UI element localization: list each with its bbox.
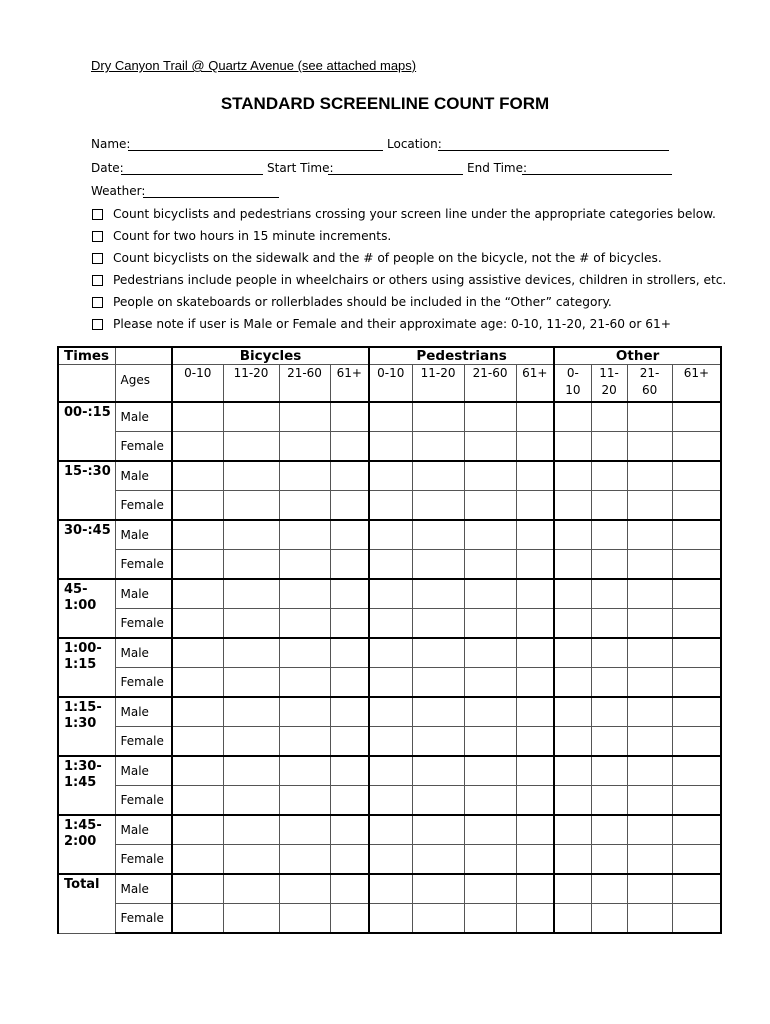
age-header-bicycles: 61+ <box>330 365 369 403</box>
checkbox-icon[interactable] <box>92 297 103 308</box>
count-cell[interactable] <box>223 520 279 550</box>
gender-female-label: Female <box>115 845 172 875</box>
count-cell[interactable] <box>223 756 279 786</box>
count-cell[interactable] <box>554 786 591 816</box>
count-cell[interactable] <box>279 904 330 934</box>
count-cell[interactable] <box>672 638 721 668</box>
count-cell[interactable] <box>279 874 330 904</box>
count-cell[interactable] <box>369 727 412 757</box>
total-label: Total <box>58 874 115 933</box>
age-header-bicycles: 11-20 <box>223 365 279 403</box>
count-cell[interactable] <box>554 461 591 491</box>
count-cell[interactable] <box>330 904 369 934</box>
count-cell[interactable] <box>464 756 516 786</box>
checkbox-icon[interactable] <box>92 319 103 330</box>
count-cell[interactable] <box>369 668 412 698</box>
count-cell[interactable] <box>627 579 672 609</box>
count-cell[interactable] <box>279 520 330 550</box>
count-cell[interactable] <box>627 697 672 727</box>
count-cell[interactable] <box>627 491 672 521</box>
instruction-item: Pedestrians include people in wheelchairs or others using assistive devices, children in strollers, etc. <box>92 269 726 291</box>
count-cell[interactable] <box>223 668 279 698</box>
count-cell[interactable] <box>516 638 554 668</box>
count-cell[interactable] <box>591 874 627 904</box>
count-cell[interactable] <box>330 697 369 727</box>
count-cell[interactable] <box>554 550 591 580</box>
gender-male-label: Male <box>115 815 172 845</box>
time-interval-label: 1:30- 1:45 <box>58 756 115 815</box>
count-cell[interactable] <box>369 904 412 934</box>
count-cell[interactable] <box>330 638 369 668</box>
count-cell[interactable] <box>412 845 464 875</box>
count-cell[interactable] <box>591 756 627 786</box>
count-cell[interactable] <box>591 402 627 432</box>
count-cell[interactable] <box>591 491 627 521</box>
count-cell[interactable] <box>591 904 627 934</box>
time-interval-label: 1:45- 2:00 <box>58 815 115 874</box>
count-cell[interactable] <box>223 815 279 845</box>
count-cell[interactable] <box>412 668 464 698</box>
count-cell[interactable] <box>330 874 369 904</box>
count-cell[interactable] <box>223 904 279 934</box>
time-interval-label: 1:00- 1:15 <box>58 638 115 697</box>
gender-female-label: Female <box>115 491 172 521</box>
count-cell[interactable] <box>279 786 330 816</box>
count-cell[interactable] <box>554 609 591 639</box>
count-cell[interactable] <box>516 550 554 580</box>
age-header-other: 11- 20 <box>591 365 627 403</box>
count-cell[interactable] <box>279 668 330 698</box>
count-cell[interactable] <box>464 491 516 521</box>
count-cell[interactable] <box>672 432 721 462</box>
group-header-pedestrians: Pedestrians <box>369 347 554 365</box>
count-cell[interactable] <box>516 579 554 609</box>
age-header-other: 21- 60 <box>627 365 672 403</box>
header-blank <box>115 347 172 365</box>
times-header: Times <box>58 347 115 365</box>
count-cell[interactable] <box>412 815 464 845</box>
count-cell[interactable] <box>369 520 412 550</box>
count-cell[interactable] <box>172 845 223 875</box>
count-cell[interactable] <box>279 550 330 580</box>
location-field[interactable] <box>438 150 669 151</box>
count-cell[interactable] <box>172 609 223 639</box>
date-field[interactable] <box>121 174 263 175</box>
form-subtitle: Dry Canyon Trail @ Quartz Avenue (see attached maps) <box>91 58 417 73</box>
count-cell[interactable] <box>464 520 516 550</box>
count-cell[interactable] <box>412 579 464 609</box>
gender-female-label: Female <box>115 609 172 639</box>
weather-field[interactable] <box>143 197 279 198</box>
gender-male-label: Male <box>115 638 172 668</box>
age-header-bicycles: 0-10 <box>172 365 223 403</box>
count-cell[interactable] <box>516 874 554 904</box>
name-field[interactable] <box>128 150 383 151</box>
count-cell[interactable] <box>412 756 464 786</box>
time-interval-label: 15-:30 <box>58 461 115 520</box>
count-cell[interactable] <box>279 756 330 786</box>
count-cell[interactable] <box>223 461 279 491</box>
count-cell[interactable] <box>172 638 223 668</box>
instruction-item: Count bicyclists and pedestrians crossing your screen line under the appropriate categories below. <box>92 203 726 225</box>
instruction-item: Count bicyclists on the sidewalk and the # of people on the bicycle, not the # of bicycles. <box>92 247 726 269</box>
count-cell[interactable] <box>464 786 516 816</box>
count-cell[interactable] <box>412 432 464 462</box>
count-cell[interactable] <box>172 520 223 550</box>
count-cell[interactable] <box>672 461 721 491</box>
count-cell[interactable] <box>554 697 591 727</box>
count-cell[interactable] <box>279 491 330 521</box>
form-title: STANDARD SCREENLINE COUNT FORM <box>220 94 550 113</box>
count-cell[interactable] <box>464 697 516 727</box>
count-cell[interactable] <box>627 461 672 491</box>
count-cell[interactable] <box>464 815 516 845</box>
end-time-field[interactable] <box>522 174 672 175</box>
count-cell[interactable] <box>369 550 412 580</box>
count-cell[interactable] <box>412 402 464 432</box>
gender-female-label: Female <box>115 550 172 580</box>
count-cell[interactable] <box>672 402 721 432</box>
count-cell[interactable] <box>330 727 369 757</box>
count-cell[interactable] <box>516 815 554 845</box>
count-cell[interactable] <box>672 697 721 727</box>
time-interval-label: 00-:15 <box>58 402 115 461</box>
count-cell[interactable] <box>672 874 721 904</box>
count-cell[interactable] <box>627 727 672 757</box>
instruction-item: People on skateboards or rollerblades should be included in the “Other” category. <box>92 291 726 313</box>
count-cell[interactable] <box>369 461 412 491</box>
count-cell[interactable] <box>412 461 464 491</box>
count-cell[interactable] <box>591 609 627 639</box>
gender-female-label: Female <box>115 727 172 757</box>
count-cell[interactable] <box>172 579 223 609</box>
count-cell[interactable] <box>516 697 554 727</box>
count-cell[interactable] <box>223 845 279 875</box>
count-cell[interactable] <box>172 756 223 786</box>
count-cell[interactable] <box>172 461 223 491</box>
count-cell[interactable] <box>330 402 369 432</box>
time-interval-label: 30-:45 <box>58 520 115 579</box>
count-cell[interactable] <box>412 786 464 816</box>
end-time-label: End Time: <box>467 161 528 175</box>
count-cell[interactable] <box>279 579 330 609</box>
count-cell[interactable] <box>672 786 721 816</box>
checkbox-icon[interactable] <box>92 209 103 220</box>
count-cell[interactable] <box>554 727 591 757</box>
count-cell[interactable] <box>369 402 412 432</box>
gender-female-label: Female <box>115 904 172 934</box>
count-cell[interactable] <box>464 874 516 904</box>
count-cell[interactable] <box>516 786 554 816</box>
age-header-other: 0- 10 <box>554 365 591 403</box>
count-cell[interactable] <box>412 638 464 668</box>
count-cell[interactable] <box>223 491 279 521</box>
count-cell[interactable] <box>516 756 554 786</box>
count-cell[interactable] <box>516 609 554 639</box>
count-cell[interactable] <box>464 461 516 491</box>
count-cell[interactable] <box>172 550 223 580</box>
count-cell[interactable] <box>672 815 721 845</box>
count-cell[interactable] <box>591 697 627 727</box>
count-cell[interactable] <box>516 461 554 491</box>
checkbox-icon[interactable] <box>92 231 103 242</box>
count-cell[interactable] <box>412 520 464 550</box>
count-cell[interactable] <box>672 904 721 934</box>
count-cell[interactable] <box>223 697 279 727</box>
count-cell[interactable] <box>223 638 279 668</box>
count-cell[interactable] <box>330 609 369 639</box>
count-cell[interactable] <box>172 432 223 462</box>
count-cell[interactable] <box>554 520 591 550</box>
count-cell[interactable] <box>554 904 591 934</box>
count-cell[interactable] <box>223 550 279 580</box>
count-cell[interactable] <box>554 815 591 845</box>
count-cell[interactable] <box>223 609 279 639</box>
count-cell[interactable] <box>279 609 330 639</box>
count-cell[interactable] <box>672 550 721 580</box>
count-cell[interactable] <box>279 402 330 432</box>
count-cell[interactable] <box>369 579 412 609</box>
time-interval-label: 45- 1:00 <box>58 579 115 638</box>
count-cell[interactable] <box>369 756 412 786</box>
count-cell[interactable] <box>369 815 412 845</box>
count-cell[interactable] <box>591 786 627 816</box>
count-cell[interactable] <box>172 786 223 816</box>
count-cell[interactable] <box>464 727 516 757</box>
gender-female-label: Female <box>115 786 172 816</box>
count-cell[interactable] <box>330 815 369 845</box>
age-header-pedestrians: 61+ <box>516 365 554 403</box>
count-cell[interactable] <box>554 432 591 462</box>
count-cell[interactable] <box>412 697 464 727</box>
gender-male-label: Male <box>115 402 172 432</box>
count-cell[interactable] <box>554 845 591 875</box>
instruction-item: Count for two hours in 15 minute increments. <box>92 225 726 247</box>
count-cell[interactable] <box>627 432 672 462</box>
count-cell[interactable] <box>172 727 223 757</box>
age-header-bicycles: 21-60 <box>279 365 330 403</box>
time-interval-label: 1:15- 1:30 <box>58 697 115 756</box>
count-cell[interactable] <box>279 461 330 491</box>
count-cell[interactable] <box>369 786 412 816</box>
start-time-field[interactable] <box>328 174 463 175</box>
count-cell[interactable] <box>369 609 412 639</box>
count-cell[interactable] <box>223 579 279 609</box>
name-label: Name: <box>91 137 131 151</box>
count-cell[interactable] <box>412 727 464 757</box>
count-cell[interactable] <box>627 815 672 845</box>
count-cell[interactable] <box>516 402 554 432</box>
ages-label: Ages <box>115 365 172 403</box>
count-cell[interactable] <box>172 904 223 934</box>
gender-male-label: Male <box>115 579 172 609</box>
count-cell[interactable] <box>279 727 330 757</box>
count-cell[interactable] <box>516 520 554 550</box>
count-cell[interactable] <box>672 609 721 639</box>
count-cell[interactable] <box>330 786 369 816</box>
count-cell[interactable] <box>172 491 223 521</box>
gender-male-label: Male <box>115 461 172 491</box>
gender-female-label: Female <box>115 668 172 698</box>
count-cell[interactable] <box>223 432 279 462</box>
count-cell[interactable] <box>223 786 279 816</box>
count-cell[interactable] <box>412 904 464 934</box>
instructions-list <box>92 203 726 335</box>
count-cell[interactable] <box>672 845 721 875</box>
location-label: Location: <box>387 137 442 151</box>
count-cell[interactable] <box>627 874 672 904</box>
count-cell[interactable] <box>591 668 627 698</box>
count-cell[interactable] <box>464 638 516 668</box>
count-cell[interactable] <box>412 550 464 580</box>
count-cell[interactable] <box>591 520 627 550</box>
age-header-pedestrians: 21-60 <box>464 365 516 403</box>
count-cell[interactable] <box>554 668 591 698</box>
count-cell[interactable] <box>627 550 672 580</box>
gender-male-label: Male <box>115 874 172 904</box>
count-cell[interactable] <box>464 432 516 462</box>
count-cell[interactable] <box>554 579 591 609</box>
count-cell[interactable] <box>172 874 223 904</box>
group-header-bicycles: Bicycles <box>172 347 369 365</box>
count-cell[interactable] <box>672 668 721 698</box>
count-cell[interactable] <box>223 402 279 432</box>
age-header-other: 61+ <box>672 365 721 403</box>
checkbox-icon[interactable] <box>92 275 103 286</box>
gender-male-label: Male <box>115 520 172 550</box>
count-cell[interactable] <box>369 845 412 875</box>
count-cell[interactable] <box>591 815 627 845</box>
count-cell[interactable] <box>464 550 516 580</box>
count-table <box>57 346 722 934</box>
count-cell[interactable] <box>412 874 464 904</box>
count-cell[interactable] <box>554 756 591 786</box>
count-cell[interactable] <box>223 727 279 757</box>
count-cell[interactable] <box>516 668 554 698</box>
count-cell[interactable] <box>627 786 672 816</box>
count-cell[interactable] <box>172 668 223 698</box>
count-cell[interactable] <box>330 520 369 550</box>
count-cell[interactable] <box>369 491 412 521</box>
count-cell[interactable] <box>330 491 369 521</box>
count-cell[interactable] <box>172 697 223 727</box>
count-cell[interactable] <box>330 579 369 609</box>
gender-male-label: Male <box>115 756 172 786</box>
count-cell[interactable] <box>672 727 721 757</box>
count-cell[interactable] <box>591 550 627 580</box>
count-cell[interactable] <box>279 697 330 727</box>
count-cell[interactable] <box>279 638 330 668</box>
count-cell[interactable] <box>330 461 369 491</box>
count-cell[interactable] <box>412 491 464 521</box>
count-cell[interactable] <box>591 579 627 609</box>
count-cell[interactable] <box>464 579 516 609</box>
count-cell[interactable] <box>330 432 369 462</box>
count-cell[interactable] <box>464 609 516 639</box>
count-cell[interactable] <box>591 638 627 668</box>
age-header-pedestrians: 0-10 <box>369 365 412 403</box>
count-cell[interactable] <box>369 638 412 668</box>
count-cell[interactable] <box>330 845 369 875</box>
count-cell[interactable] <box>412 609 464 639</box>
count-cell[interactable] <box>464 845 516 875</box>
count-cell[interactable] <box>554 638 591 668</box>
count-cell[interactable] <box>627 638 672 668</box>
count-cell[interactable] <box>369 432 412 462</box>
count-cell[interactable] <box>591 432 627 462</box>
count-cell[interactable] <box>672 579 721 609</box>
gender-male-label: Male <box>115 697 172 727</box>
count-cell[interactable] <box>627 845 672 875</box>
count-cell[interactable] <box>627 520 672 550</box>
weather-label: Weather: <box>91 184 146 198</box>
count-cell[interactable] <box>516 845 554 875</box>
age-header-pedestrians: 11-20 <box>412 365 464 403</box>
count-cell[interactable] <box>516 432 554 462</box>
count-cell[interactable] <box>516 491 554 521</box>
count-cell[interactable] <box>330 550 369 580</box>
group-header-other: Other <box>554 347 721 365</box>
count-cell[interactable] <box>172 815 223 845</box>
count-cell[interactable] <box>516 727 554 757</box>
count-cell[interactable] <box>279 845 330 875</box>
count-cell[interactable] <box>672 491 721 521</box>
date-label: Date: <box>91 161 124 175</box>
instruction-item: Please note if user is Male or Female and their approximate age: 0-10, 11-20, 21-60 or 61+ <box>92 313 726 335</box>
count-cell[interactable] <box>369 874 412 904</box>
count-cell[interactable] <box>627 402 672 432</box>
count-cell[interactable] <box>627 756 672 786</box>
count-cell[interactable] <box>554 491 591 521</box>
checkbox-icon[interactable] <box>92 253 103 264</box>
count-cell[interactable] <box>464 668 516 698</box>
count-cell[interactable] <box>591 727 627 757</box>
count-cell[interactable] <box>672 756 721 786</box>
count-cell[interactable] <box>172 402 223 432</box>
count-cell[interactable] <box>330 668 369 698</box>
count-cell[interactable] <box>672 520 721 550</box>
count-cell[interactable] <box>369 697 412 727</box>
count-cell[interactable] <box>627 904 672 934</box>
count-cell[interactable] <box>223 874 279 904</box>
header-blank <box>58 365 115 403</box>
start-time-label: Start Time: <box>267 161 334 175</box>
count-cell[interactable] <box>627 668 672 698</box>
count-cell[interactable] <box>279 432 330 462</box>
count-cell[interactable] <box>554 874 591 904</box>
count-cell[interactable] <box>627 609 672 639</box>
count-cell[interactable] <box>554 402 591 432</box>
count-cell[interactable] <box>591 461 627 491</box>
count-cell[interactable] <box>279 815 330 845</box>
count-cell[interactable] <box>464 402 516 432</box>
count-cell[interactable] <box>330 756 369 786</box>
count-cell[interactable] <box>591 845 627 875</box>
count-cell[interactable] <box>516 904 554 934</box>
gender-female-label: Female <box>115 432 172 462</box>
count-cell[interactable] <box>464 904 516 934</box>
